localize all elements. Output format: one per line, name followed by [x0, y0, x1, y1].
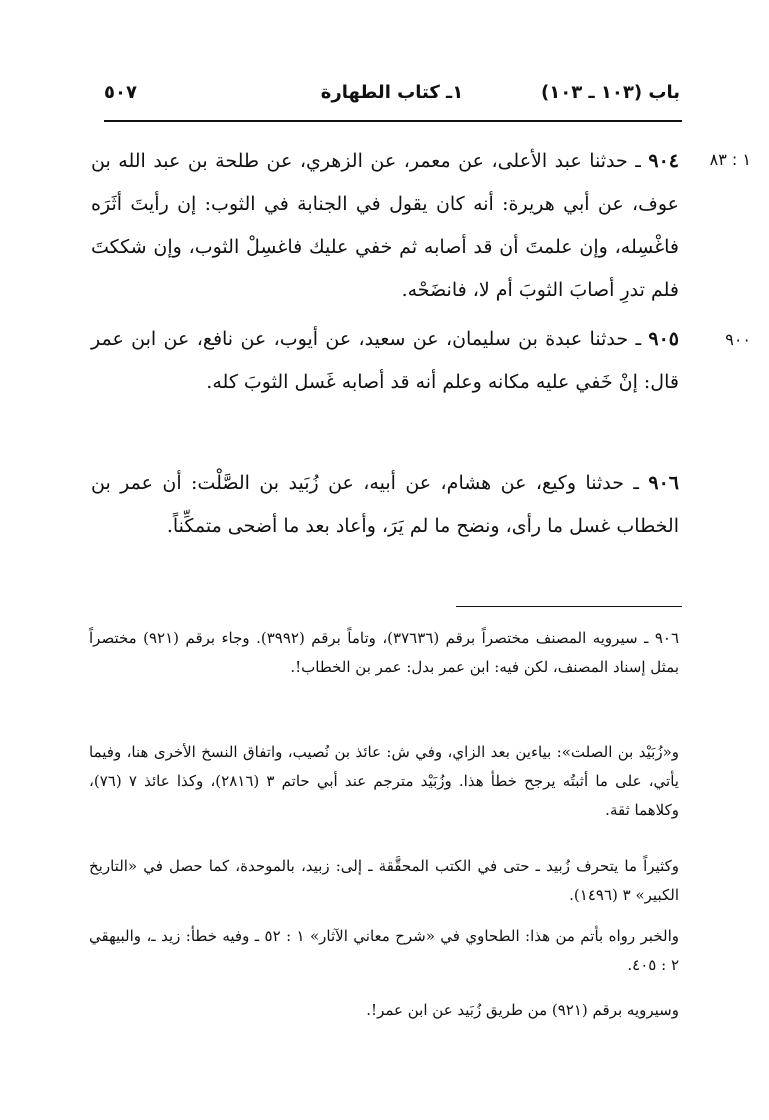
- footnote: وكثيراً ما يتحرف زُبيد ـ حتى في الكتب المحقَّقة ـ إلى: زبيد، بالموحدة، كما حصل في «التاريخ الكبير» ٣ (١٤٩٦).: [89, 857, 679, 904]
- hadith-number: ٩٠٦: [648, 472, 679, 494]
- footnote: وسيرويه برقم (٩٢١) من طريق زُبَيد عن ابن عمر!.: [366, 1001, 679, 1019]
- page-number: ٥٠٧: [104, 82, 137, 103]
- hadith-entry: [91, 318, 679, 404]
- margin-reference: ٩٠٠: [725, 330, 751, 349]
- hadith-number: ٩٠٥: [648, 328, 679, 350]
- hadith-text: ـ حدثنا عبد الأعلى، عن معمر، عن الزهري، عن طلحة بن عبد الله بن عوف، عن أبي هريرة: أنه كان يقول في الجنابة في الثوب: إن رأيتَ أثَرَه فاغْسِله، وإن علمتَ أن قد أصابه ثم خفي عليك فاغسِلْ الثوب، وإن شككتَ فلم تدرِ أصابَ الثوبَ أم لا، فانضَحْه.: [91, 150, 679, 301]
- hadith-text: ـ حدثنا عبدة بن سليمان، عن سعيد، عن أيوب، عن نافع، عن ابن عمر قال: إنْ خَفي عليه مكانه وعلم أنه قد أصابه غَسل الثوبَ كله.: [91, 328, 679, 393]
- hadith-text: ـ حدثنا وكيع، عن هشام، عن أبيه، عن زُبَيد بن الصَّلْت: أن عمر بن الخطاب غسل ما رأى، ونضح ما لم يَرَ، وأعاد بعد ما أضحى متمكِّناً.: [91, 472, 679, 537]
- hadith-entry: [91, 462, 679, 548]
- footnote: ٩٠٦ ـ سيرويه المصنف مختصراً برقم (٣٧٦٣٦)، وتاماً برقم (٣٩٩٢). وجاء برقم (٩٢١) مختصراً بمثل إسناد المصنف، لكن فيه: ابن عمر بدل: عمر بن الخطاب!.: [89, 629, 679, 676]
- page-header: [104, 80, 680, 116]
- hadith-entry: [91, 140, 679, 312]
- margin-reference: ١ : ٨٣: [709, 150, 751, 169]
- hadith-number: ٩٠٤: [648, 150, 679, 172]
- footnote: و«زُبَيْد بن الصلت»: بياءين بعد الزاي، وفي ش: عائذ بن نُصيب، واتفاق النسخ الأخرى هنا، وفيما يأتي، على ما أثبتُه يرجح خطأ هذا. وزُبَيْد مترجم عند أبي حاتم ٣ (٢٨١٦)، وكذا عائذ ٧ (٧٦)، وكلاهما ثقة.: [89, 743, 679, 819]
- header-divider: [104, 120, 682, 122]
- footnote: والخبر رواه بأتم من هذا: الطحاوي في «شرح معاني الآثار» ١ : ٥٢ ـ وفيه خطأ: زيد ـ، والبيهقي ٢ : ٤٠٥.: [89, 927, 679, 974]
- footnote-divider: [456, 606, 682, 607]
- book-title: ١ـ كتاب الطهارة: [320, 82, 464, 103]
- chapter-range: باب (١٠٣ ـ ١٠٣): [541, 82, 680, 103]
